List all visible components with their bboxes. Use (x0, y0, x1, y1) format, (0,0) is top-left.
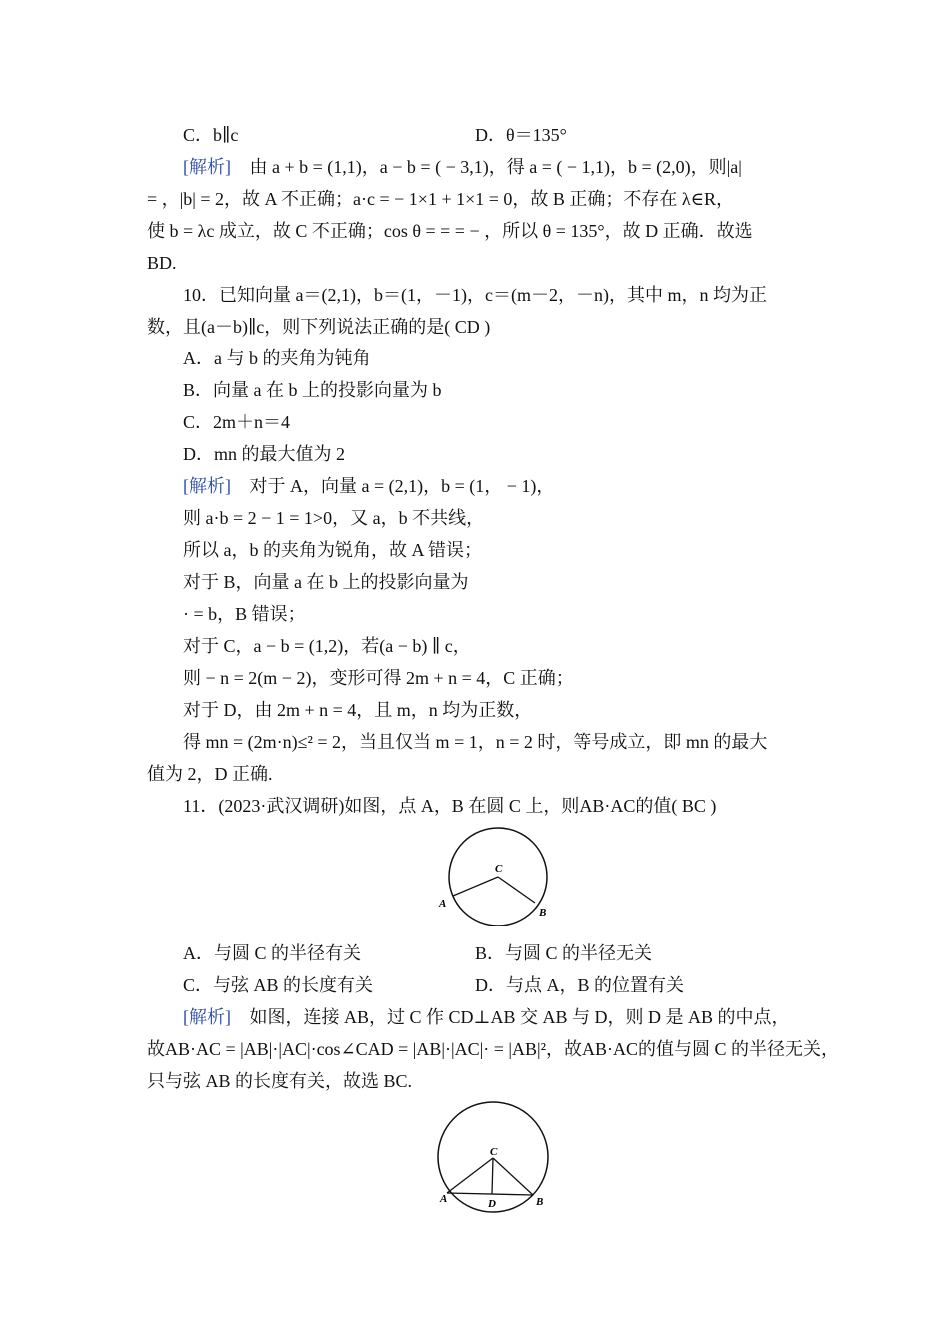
segment-ca (447, 1158, 493, 1193)
q9-option-d: D．θ＝135° (475, 125, 567, 145)
label-d: D (488, 1198, 496, 1210)
q10-analysis-row5: · = b，B 错误； (183, 604, 306, 624)
q10-option-d: D．mn 的最大值为 2 (183, 444, 345, 464)
label-c: C (495, 863, 503, 875)
segment-ca (453, 877, 498, 896)
q10-analysis-row1 (183, 474, 554, 498)
q11-analysis-row3: 只与弦 AB 的长度有关，故选 BC. (147, 1071, 413, 1091)
q9-option-c: C．b∥c (183, 125, 239, 145)
segment-cd (492, 1158, 493, 1194)
q11-option-d: D．与点 A，B 的位置有关 (475, 975, 685, 995)
q11-figure-circle-with-d (430, 1100, 560, 1220)
q11-option-b: B．与圆 C 的半径无关 (475, 943, 653, 963)
segment-cb (498, 877, 535, 903)
q10-analysis-row10: 值为 2，D 正确. (147, 764, 273, 784)
analysis-text: 由 a + b = (1,1)，a − b = ( − 3,1)，得 a = ( − 1,1)，b = (2,0)，则|a| (249, 157, 742, 177)
q11-analysis-row2: 故AB·AC = |AB|·|AC|·cos∠CAD = |AB|·|AC|· = |AB|²，故AB·AC的值与圆 C 的半径无关， (147, 1039, 839, 1059)
q10-analysis-row4: 对于 B，向量 a 在 b 上的投影向量为 (183, 572, 469, 592)
q10-analysis-row7: 则 − n = 2(m − 2)，变形可得 2m + n = 4，C 正确； (183, 668, 574, 688)
q10-analysis-row2: 则 a·b = 2 − 1 = 1>0，又 a，b 不共线， (183, 508, 485, 528)
label-b: B (539, 907, 547, 919)
label-b: B (536, 1196, 544, 1208)
q11-figure-circle (435, 826, 560, 926)
label-c: C (490, 1146, 498, 1158)
q9-analysis-row1 (183, 155, 742, 179)
q11-option-a: A．与圆 C 的半径有关 (183, 943, 362, 963)
q10-option-a: A．a 与 b 的夹角为钝角 (183, 348, 371, 368)
segment-cb (493, 1158, 533, 1195)
analysis-text: 对于 A，向量 a = (2,1)，b = (1， − 1)， (249, 476, 555, 496)
q9-analysis-row2: = ，|b| = 2，故 A 不正确；a·c = − 1×1 + 1×1 = 0，故 B 正确；不存在 λ∈R， (147, 189, 734, 209)
label-a: A (439, 898, 447, 910)
q10-stem-line2: 数，且(a－b)∥c，则下列说法正确的是( CD ) (147, 317, 491, 337)
q10-option-c: C．2m＋n＝4 (183, 412, 291, 432)
q11-analysis-row1 (183, 1005, 789, 1029)
q11-stem: 11．(2023·武汉调研)如图，点 A，B 在圆 C 上，则AB·AC的值( BC ) (183, 796, 717, 816)
q10-analysis-row9: 得 mn = (2m·n)≤² = 2，当且仅当 m = 1，n = 2 时，等号成立，即 mn 的最大 (183, 732, 768, 752)
analysis-tag: [解析] (183, 157, 231, 177)
q10-analysis-row6: 对于 C，a − b = (1,2)，若(a − b) ∥ c， (183, 636, 471, 656)
q10-analysis-row3: 所以 a，b 的夹角为锐角，故 A 错误； (183, 540, 482, 560)
analysis-text: 如图，连接 AB，过 C 作 CD⊥AB 交 AB 与 D，则 D 是 AB 的中点， (249, 1007, 790, 1027)
segment-ab (447, 1193, 533, 1195)
q10-option-b: B．向量 a 在 b 上的投影向量为 b (183, 380, 442, 400)
analysis-tag: [解析] (183, 1007, 231, 1027)
q11-option-c: C．与弦 AB 的长度有关 (183, 975, 374, 995)
q10-analysis-row8: 对于 D，由 2m + n = 4，且 m，n 均为正数， (183, 700, 533, 720)
q9-analysis-row3: 使 b = λc 成立，故 C 不正确；cos θ = = = − ，所以 θ = 135°，故 D 正确．故选 (147, 221, 753, 241)
label-a: A (440, 1193, 448, 1205)
q10-stem-line1: 10．已知向量 a＝(2,1)，b＝(1，－1)，c＝(m－2，－n)，其中 m，n 均为正 (183, 285, 767, 305)
analysis-tag: [解析] (183, 476, 231, 496)
q9-analysis-row4: BD. (147, 253, 177, 273)
